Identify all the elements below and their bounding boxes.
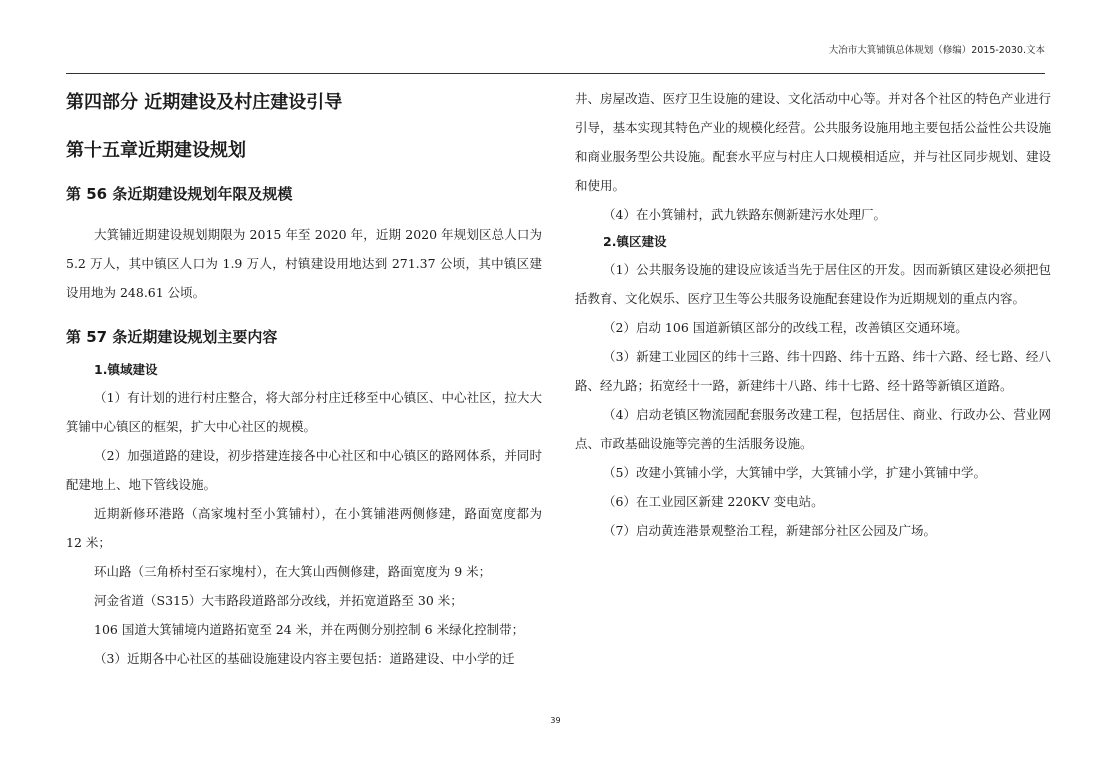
paragraph: （1）有计划的进行村庄整合，将大部分村庄迁移至中心镇区、中心社区，拉大大箕铺中心镇区的框架，扩大中心社区的规模。 [66,390,542,434]
article-57-title: 第 57 条近期建设规划主要内容 [66,328,278,346]
article-56-title: 第 56 条近期建设规划年限及规模 [66,185,293,203]
paragraph: （7）启动黄连港景观整治工程，新建部分社区公园及广场。 [603,523,936,538]
paragraph-continued: 井、房屋改造、医疗卫生设施的建设、文化活动中心等。并对各个社区的特色产业进行引导，基本实现其特色产业的规模化经营。公共服务设施用地主要包括公益性公共设施和商业服务型公共设施。配套水平应与村庄人口规模相适应，并与社区同步规划、建设和使用。 [575,91,1051,193]
right-column [575,80,1051,545]
paragraph: （1）公共服务设施的建设应该适当先于居住区的开发。因而新镇区建设必须把包括教育、文化娱乐、医疗卫生等公共服务设施配套建设作为近期规划的重点内容。 [575,262,1051,306]
paragraph: （4）在小箕铺村，武九铁路东侧新建污水处理厂。 [603,207,886,222]
paragraph: （6）在工业园区新建 220KV 变电站。 [603,494,824,509]
paragraph: 近期新修环港路（高家塊村至小箕铺村），在小箕铺港两侧修建，路面宽度都为 12 米； [66,506,542,550]
paragraph: 环山路（三角桥村至石家塊村），在大箕山西侧修建，路面宽度为 9 米； [94,564,492,579]
paragraph: （3）近期各中心社区的基础设施建设内容主要包括：道路建设、中小学的迁 [94,651,515,666]
left-column [66,80,542,673]
header-divider [66,73,1045,74]
page-number: 39 [550,716,561,725]
paragraph: （5）改建小箕铺小学，大箕铺中学，大箕铺小学，扩建小箕铺中学。 [603,465,986,480]
part-title: 第四部分 近期建设及村庄建设引导 [66,92,343,113]
section-2-title: 2.镇区建设 [603,234,667,249]
paragraph: 河金省道（S315）大韦路段道路部分改线，并拓宽道路至 30 米； [94,593,463,608]
paragraph: （3）新建工业园区的纬十三路、纬十四路、纬十五路、纬十六路、经七路、经八路、经九路；拓宽经十一路，新建纬十八路、纬十七路、经十路等新镇区道路。 [575,349,1051,393]
paragraph: （2）加强道路的建设，初步搭建连接各中心社区和中心镇区的路网体系，并同时配建地上、地下管线设施。 [66,448,542,492]
paragraph: 106 国道大箕铺境内道路拓宽至 24 米，并在两侧分别控制 6 米绿化控制带； [94,622,525,637]
paragraph: （2）启动 106 国道新镇区部分的改线工程，改善镇区交通环境。 [603,320,968,335]
document-header-title: 大冶市大箕铺镇总体规划（修编）2015-2030.文本 [828,45,1045,56]
article-56-paragraph: 大箕铺近期建设规划期限为 2015 年至 2020 年，近期 2020 年规划区总人口为 5.2 万人，其中镇区人口为 1.9 万人，村镇建设用地达到 271.37 公顷，其中镇区建设用地为 248.61 公顷。 [66,227,542,300]
paragraph: （4）启动老镇区物流园配套服务改建工程，包括居住、商业、行政办公、营业网点、市政基础设施等完善的生活服务设施。 [575,407,1051,451]
chapter-title: 第十五章近期建设规划 [66,140,246,161]
section-1-title: 1.镇域建设 [94,362,158,377]
